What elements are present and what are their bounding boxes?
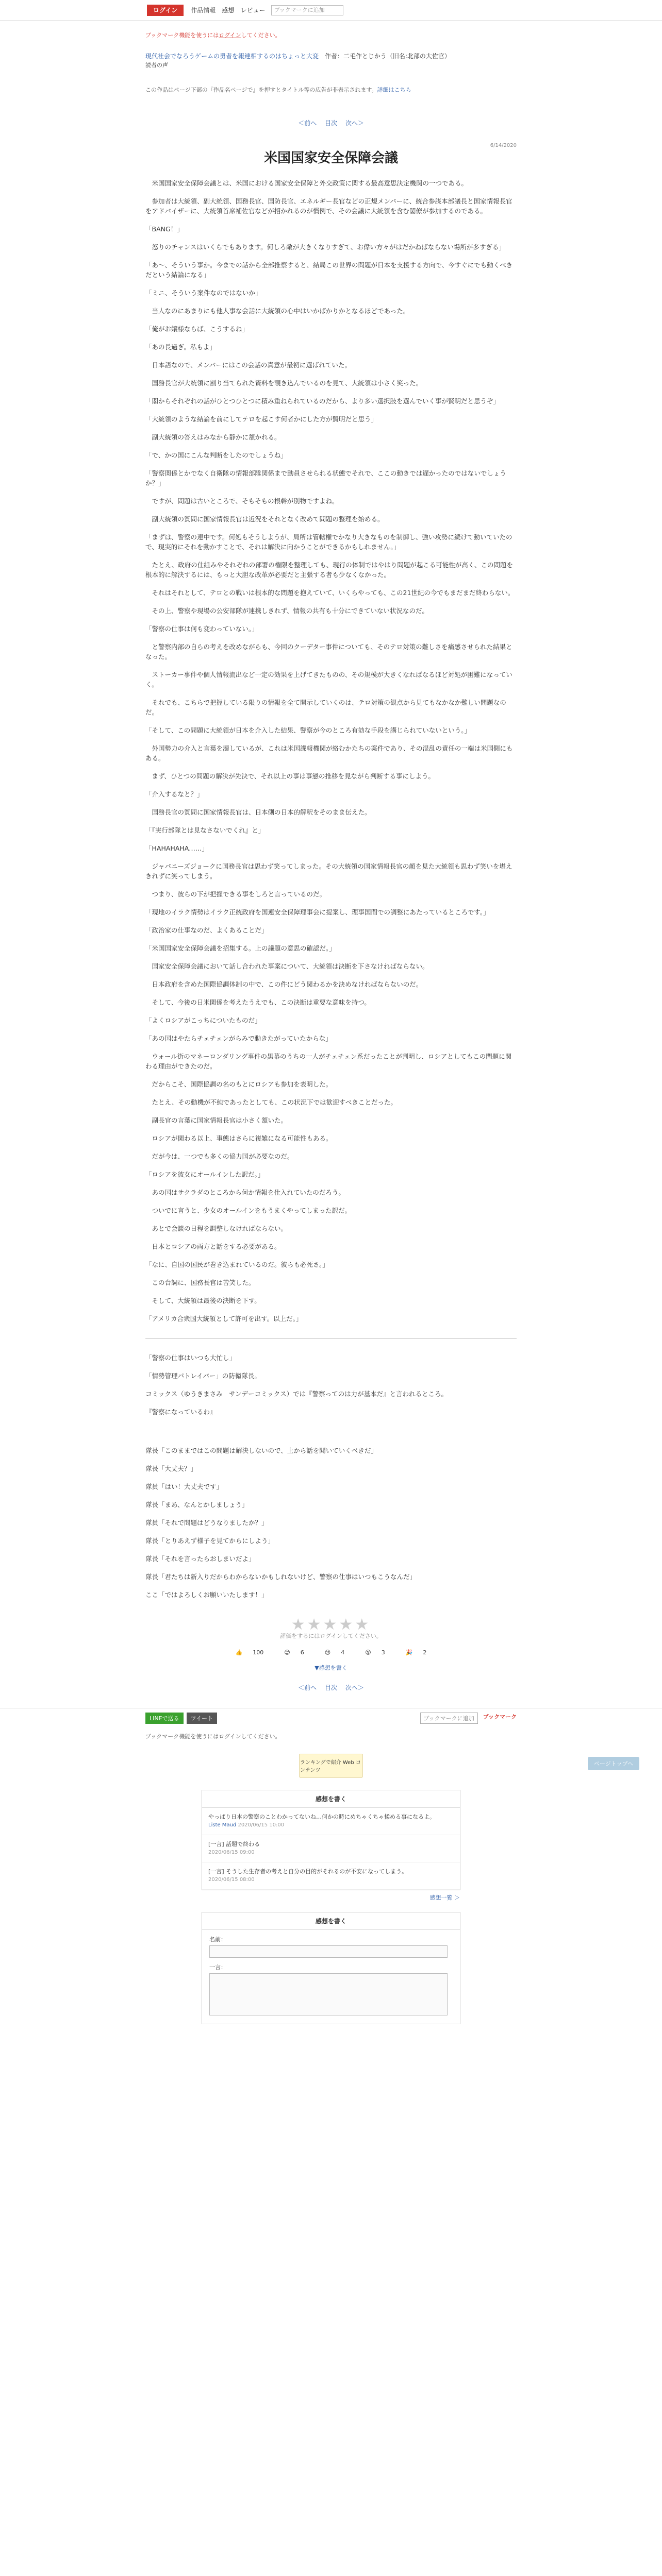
postscript: ここ「ではよろしくお願いいたします！」 bbox=[145, 1591, 268, 1599]
paragraph: 副長官の言葉に国家情報長官は小さく頷いた。 bbox=[145, 1116, 288, 1124]
login-button[interactable]: ログイン bbox=[147, 5, 184, 16]
reaction-button[interactable] bbox=[230, 1648, 269, 1657]
paragraph: 「HAHAHAHA……」 bbox=[145, 844, 208, 852]
impressions-list bbox=[202, 1790, 460, 1890]
ad-description-text: この作品はページ下部の『作品名ページで』を押すとタイトル等の広告が非表示されます。 bbox=[145, 87, 377, 93]
paragraph: 国務長官が大統領に割り当てられた資料を覗き込んでいるのを見て、大統領は小さく笑った。 bbox=[145, 379, 423, 387]
comment-textarea[interactable] bbox=[209, 1973, 448, 2015]
name-label: 名前： bbox=[209, 1936, 226, 1943]
more-impressions-link[interactable]: 感想一覧 ＞ bbox=[429, 1894, 460, 1901]
postscript-block bbox=[145, 1590, 517, 1600]
afterword-line: コミックス（ゆうきまさみ サンデーコミックス）では『警察ってのは力が基本だ』と言われるところ。 bbox=[145, 1390, 448, 1398]
nav-work-info[interactable]: 作品情報 bbox=[191, 7, 216, 14]
impression-author[interactable]: Liste Maud bbox=[208, 1822, 237, 1828]
pager-top bbox=[145, 118, 517, 128]
paragraph: 国家安全保障会議において話し合われた事案について、大統領は決断を下さなければならない。 bbox=[145, 962, 429, 970]
dialog-line: 隊長「君たちは新入りだからわからないかもしれないけど、警察の仕事はいつもこうなんだ」 bbox=[145, 1573, 417, 1581]
nav-review[interactable]: レビュー bbox=[240, 7, 266, 14]
paragraph: 「アメリカ合衆国大統領として許可を出す。以上だ。」 bbox=[145, 1315, 303, 1323]
paragraph: 「介入するなと？」 bbox=[145, 790, 204, 798]
reaction-count: 4 bbox=[341, 1649, 345, 1656]
notice-login-link[interactable]: ログイン bbox=[219, 32, 241, 39]
paragraph: 「ロシアを彼女にオールインした訳だ。」 bbox=[145, 1171, 264, 1178]
dialog-line: 隊長「まあ、なんとかしましょう」 bbox=[145, 1501, 249, 1509]
reaction-icon: 👍 bbox=[235, 1649, 243, 1656]
footer-bar bbox=[0, 1708, 662, 1728]
toc-link-bottom[interactable]: 目次 bbox=[324, 1684, 337, 1691]
paragraph: 「政治家の仕事なのだ、よくあることだ」 bbox=[145, 926, 268, 934]
paragraph: だからこそ、国際協調の名のもとにロシアも参加を表明した。 bbox=[145, 1080, 333, 1088]
reaction-button[interactable] bbox=[279, 1648, 309, 1657]
paragraph: 日本語なので、メンバーにはこの会話の真意が最初に選ばれていた。 bbox=[145, 361, 351, 369]
paragraph: その上、警察や現場の公安部隊が連携しきれず、情報の共有も十分にできていない状況なのだ。 bbox=[145, 607, 429, 615]
paragraph: 「あ〜、そういう事か。今までの話から全部推察すると、結局この世界の問題が日本を支援する方向で、今すぐにでも動くべきだという結論になる」 bbox=[145, 261, 513, 279]
paragraph: つまり、彼らの下が把握できる事をしろと言っているのだ。 bbox=[145, 890, 326, 898]
paragraph: 日本政府を含めた国際協調体制の中で、この件にどう関わるかを決めなければならないのだ。 bbox=[145, 980, 423, 988]
paragraph: 「あの国はやたらチェチェンがらみで動きたがっていたからな」 bbox=[145, 1035, 332, 1042]
paragraph: ジャパニーズジョークに国務長官は思わず笑ってしまった。その大統領の国家情報長官の顔を見た大統領も思わず笑いを堪えきれずに笑ってしまう。 bbox=[145, 862, 512, 880]
paragraph: ロシアが関わる以上、事態はさらに複雑になる可能性もある。 bbox=[145, 1134, 333, 1142]
afterword-dialog bbox=[145, 1446, 517, 1582]
paragraph: そして、大統領は最後の決断を下す。 bbox=[145, 1297, 261, 1304]
comment-label: 一言： bbox=[209, 1964, 226, 1971]
reaction-icon: 🎉 bbox=[405, 1649, 413, 1656]
impression-date: 2020/06/15 08:00 bbox=[208, 1877, 255, 1883]
paragraph: たとえ、その動機が不純であったとしても、この状況下では歓迎すべきことだった。 bbox=[145, 1098, 397, 1106]
impressions-title: 感想を書く bbox=[202, 1790, 460, 1808]
paragraph: 外国勢力の介入と言葉を濁しているが、これは米国諜報機関が絡むかたちの案件であり、その混乱の責任の一端は米国側にもある。 bbox=[145, 744, 513, 762]
prev-link[interactable]: ＜前へ bbox=[298, 120, 317, 127]
paragraph: 「閣からそれぞれの話がひとつひとつに積み重ねられているのだから、より多い選択肢を選んでいく事が賢明だと思うぞ」 bbox=[145, 397, 500, 405]
impression-meta bbox=[208, 1876, 454, 1884]
paragraph: 副大統領の質問に国家情報長官は近況をそれとなく改めて問題の整理を始める。 bbox=[145, 515, 384, 523]
paragraph: 当人なのにあまりにも他人事な会話に大統領の心中はいかばかりかとなるほどであった。 bbox=[145, 307, 410, 315]
impression-meta bbox=[208, 1821, 454, 1829]
reaction-count: 3 bbox=[381, 1649, 385, 1656]
paragraph: それでも、こちらで把握している限りの情報を全て開示していくのは、テロ対策の観点から見てもなかなか難しい問題なのだ。 bbox=[145, 699, 506, 716]
ad-description bbox=[145, 86, 517, 95]
next-link-bottom[interactable]: 次へ＞ bbox=[345, 1684, 364, 1691]
paragraph: 「『実行部隊とは見なさないでくれ』と」 bbox=[145, 826, 265, 834]
chapter-title: 米国国家安全保障会議 bbox=[263, 150, 398, 166]
pager-bottom bbox=[145, 1683, 517, 1692]
paragraph: ウォール街のマネーロンダリング事件の黒幕のうちの一人がチェチェン系だったことが判明し、ロシアとしてもこの問題に関わる理由ができたのだ。 bbox=[145, 1053, 512, 1070]
paragraph: まず、ひとつの問題の解決が先決で、それ以上の事は事態の推移を見ながら判断する事にしよう。 bbox=[145, 772, 435, 780]
paragraph: それはそれとして、テロとの戦いは根本的な問題を抱えていて、いくらやっても、この21世紀の今でもまだまだ終わらない。 bbox=[145, 589, 515, 597]
paragraph: 「警察の仕事は何も変わっていない。」 bbox=[145, 625, 258, 633]
spacer bbox=[145, 1425, 517, 1446]
impression-text: [一言] 話題で終わる bbox=[208, 1841, 260, 1848]
paragraph: 国務長官の質問に国家情報長官は、日本側の日本的解釈をそのまま伝えた。 bbox=[145, 808, 371, 816]
afterword bbox=[145, 1353, 517, 1417]
paragraph: 「ミニ、そういう案件なのではないか」 bbox=[145, 289, 262, 297]
impression-item bbox=[202, 1835, 460, 1862]
bookmark-area bbox=[420, 1713, 517, 1724]
tweet-button[interactable]: ツイート bbox=[187, 1713, 217, 1724]
impression-text: やっぱり日本の警察のことわかってないね…何かの時にめちゃくちゃ揉める事になるよ。 bbox=[208, 1814, 435, 1820]
dialog-line: 隊長「それを言ったらおしまいだよ」 bbox=[145, 1555, 255, 1563]
reaction-icon: 😮 bbox=[365, 1649, 371, 1656]
reaction-count: 100 bbox=[253, 1649, 264, 1656]
impression-text: [一言] そうした生存者の考えと自分の目的がそれるのが不安になってしまう。 bbox=[208, 1868, 408, 1875]
bookmark-button[interactable]: ブックマーク bbox=[483, 1714, 517, 1720]
paragraph: そして、今後の日米関係を考えたうえでも、この決断は重要な意味を持つ。 bbox=[145, 998, 371, 1006]
dialog-line: 隊員「はい！大丈夫です」 bbox=[145, 1483, 223, 1490]
paragraph: ついでに言うと、少女のオールインをもうまくやってしまった訳だ。 bbox=[145, 1207, 352, 1214]
paragraph: 参加者は大統領、副大統領、国務長官、国防長官、エネルギー長官などの正規メンバーに、統合参謀本部議長と国家情報長官をアドバイザーに、大統領首席補佐官などが招かれるのが慣例で、その会議に大統領を含む閣僚が参加するのである。 bbox=[145, 197, 512, 215]
main-column bbox=[145, 31, 517, 1692]
rating-stars[interactable]: ★★★★★ bbox=[291, 1616, 371, 1634]
dialog-line: 隊長「とりあえず様子を見てからにしよう」 bbox=[145, 1537, 275, 1545]
line-share-button[interactable]: LINEで送る bbox=[145, 1713, 184, 1724]
dialog-line: 隊員「それで問題はどうなりましたか？」 bbox=[145, 1519, 268, 1527]
paragraph: 「BANG！」 bbox=[145, 225, 184, 233]
paragraph: あの国はサクラダのところから何か情報を仕入れていたのだろう。 bbox=[145, 1189, 345, 1196]
paragraph: 副大統領の答えはみなから静かに頷かれる。 bbox=[145, 433, 281, 441]
impression-date: 2020/06/15 10:00 bbox=[238, 1822, 285, 1828]
afterword-line: 「情勢管理パトレイバー」の防衛隊長。 bbox=[145, 1372, 261, 1380]
paragraph: 「よくロシアがこっちについたものだ」 bbox=[145, 1016, 261, 1024]
paragraph: あとで会談の日程を調整しなければならない。 bbox=[145, 1225, 288, 1232]
paragraph: 「警察関係とかでなく自衛隊の情報部隊関係まで動員させられる状態でそれで、ここの動きでは遅かったのではないでしょうか？」 bbox=[145, 469, 506, 487]
post-date: 6/14/2020 bbox=[490, 143, 517, 148]
paragraph: ですが、問題は古いところで、そもそもの根幹が別物ですよね。 bbox=[145, 497, 339, 505]
reaction-button[interactable] bbox=[401, 1648, 432, 1657]
paragraph: 「俺がお嬢様ならば、こうするね」 bbox=[145, 325, 249, 333]
reaction-count: 6 bbox=[300, 1649, 304, 1656]
reaction-count: 2 bbox=[423, 1649, 427, 1656]
notice-suffix: してください。 bbox=[241, 32, 281, 39]
paragraph: この台詞に、国務長官は苦笑した。 bbox=[145, 1279, 255, 1286]
paragraph: 怒りのチャンスはいくらでもあります。何しろ敵が大きくなりすぎて、お偉い方々がはだかねばならない場所が多すぎる」 bbox=[145, 243, 505, 251]
impression-meta bbox=[208, 1849, 454, 1857]
paragraph: 日本とロシアの両方と話をする必要がある。 bbox=[145, 1243, 281, 1250]
impression-item bbox=[202, 1862, 460, 1890]
afterword-line: 「警察の仕事はいつも大忙し」 bbox=[145, 1354, 236, 1362]
bookmark-add-button[interactable]: ブックマークに追加 bbox=[420, 1713, 478, 1724]
reaction-bar bbox=[145, 1648, 517, 1657]
paragraph: 「あの長過ぎ。私もよ」 bbox=[145, 343, 217, 351]
paragraph: たとえ、政府の仕組みやそれぞれの部署の権限を整理しても、現行の体制ではやはり問題が起こる可能性が高く、この問題を根本的に解決するには、もっと大胆な改革が必要だと主張する者も少なくなかった。 bbox=[145, 561, 514, 579]
reaction-icon: 😢 bbox=[324, 1649, 331, 1656]
impression-form bbox=[202, 1912, 460, 2024]
impression-date: 2020/06/15 09:00 bbox=[208, 1850, 255, 1855]
paragraph: 「そして、この問題に大統領が日本を介入した結果、警察が今のところ有効な手段を講じられていないという。」 bbox=[145, 726, 471, 734]
ad-banner[interactable]: ランキングで紹介 Web コンテンツ bbox=[300, 1754, 362, 1777]
rating-note: 評価をするにはログインしてください。 bbox=[280, 1633, 382, 1639]
paragraph: と警察内部の自らの考えを改めながらも、今回のクーデター事件についても、そのテロ対策の難しさを痛感させられた結果となった。 bbox=[145, 643, 512, 660]
write-impression-link[interactable]: ▼感想を書く bbox=[315, 1665, 347, 1671]
paragraph: 「で、かの国にこんな判断をしたのでしょうね」 bbox=[145, 451, 287, 459]
paragraph: 「米国国家安全保障会議を招集する。上の議題の意思の確認だ。」 bbox=[145, 944, 336, 952]
top-header bbox=[0, 0, 662, 21]
toc-link[interactable]: 目次 bbox=[324, 120, 337, 127]
afterword-line: 『警察になっているわ』 bbox=[145, 1408, 217, 1416]
author-link[interactable]: 作者：二毛作とじかう（旧名:北部の大佐官） bbox=[324, 53, 451, 60]
impression-item bbox=[202, 1808, 460, 1835]
footer-notice: ブックマーク機能を使うにはログインしてください。 bbox=[145, 1733, 281, 1740]
paragraph: だが今は、一つでも多くの協力国が必要なのだ。 bbox=[145, 1153, 294, 1160]
ad-details-link[interactable]: 詳細はこちら bbox=[377, 87, 411, 93]
paragraph: 米国国家安全保障会議とは、米国における国家安全保障と外交政策に関する最高意思決定機関の一つである。 bbox=[145, 179, 468, 187]
reaction-button[interactable] bbox=[360, 1648, 390, 1657]
series-title-link[interactable]: 現代社会でなろうゲームの勇者を報連相するのはちょっと大変 bbox=[145, 53, 319, 60]
prev-link-bottom[interactable]: ＜前へ bbox=[298, 1684, 317, 1691]
name-input[interactable] bbox=[209, 1945, 448, 1958]
dialog-line: 隊長「大丈夫？」 bbox=[145, 1465, 197, 1472]
notice-text: ブックマーク機能を使うには bbox=[145, 32, 219, 39]
login-notice bbox=[145, 31, 517, 40]
impression-items bbox=[202, 1808, 460, 1890]
nav-impressions[interactable]: 感想 bbox=[222, 7, 235, 14]
reaction-button[interactable] bbox=[320, 1648, 350, 1657]
series-info bbox=[145, 52, 517, 61]
paragraph: 「まずは、警察の連中です。何処もそうしようが、局所は管轄権でかなり大きなものを制御し、強い攻勢に続けて動いていたので、現実的にそれを動かすことで、それは解決に向かうことができるかもしれません。」 bbox=[145, 533, 512, 551]
controls[interactable]: 読者の声 bbox=[145, 62, 168, 69]
form-title: 感想を書く bbox=[202, 1912, 460, 1930]
next-link[interactable]: 次へ＞ bbox=[345, 120, 364, 127]
page-top-button[interactable]: ページトップへ bbox=[588, 1757, 639, 1770]
paragraph: ストーカー事件や個人情報流出など一定の効果を上げてきたものの、その規模が大きくなればなるほど対処が困難になっていく。 bbox=[145, 671, 512, 688]
bookmark-add-box[interactable]: ブックマークに追加 bbox=[271, 5, 343, 15]
reaction-icon: 😊 bbox=[284, 1649, 290, 1656]
chapter-body bbox=[145, 178, 517, 1324]
paragraph: 「現地のイラク情勢はイラク正統政府を国連安全保障理事会に提案し、理事国間での調整にあたっているところです。」 bbox=[145, 908, 490, 916]
paragraph: 「大統領のような結論を前にしてテロを起こす何者かにした方が賢明だと思う」 bbox=[145, 415, 378, 423]
paragraph: 「なに、自国の国民が巻き込まれているのだ。彼らも必死さ。」 bbox=[145, 1261, 329, 1268]
dialog-line: 隊長「このままではこの問題は解決しないので、上から話を聞いていくべきだ」 bbox=[145, 1447, 377, 1454]
